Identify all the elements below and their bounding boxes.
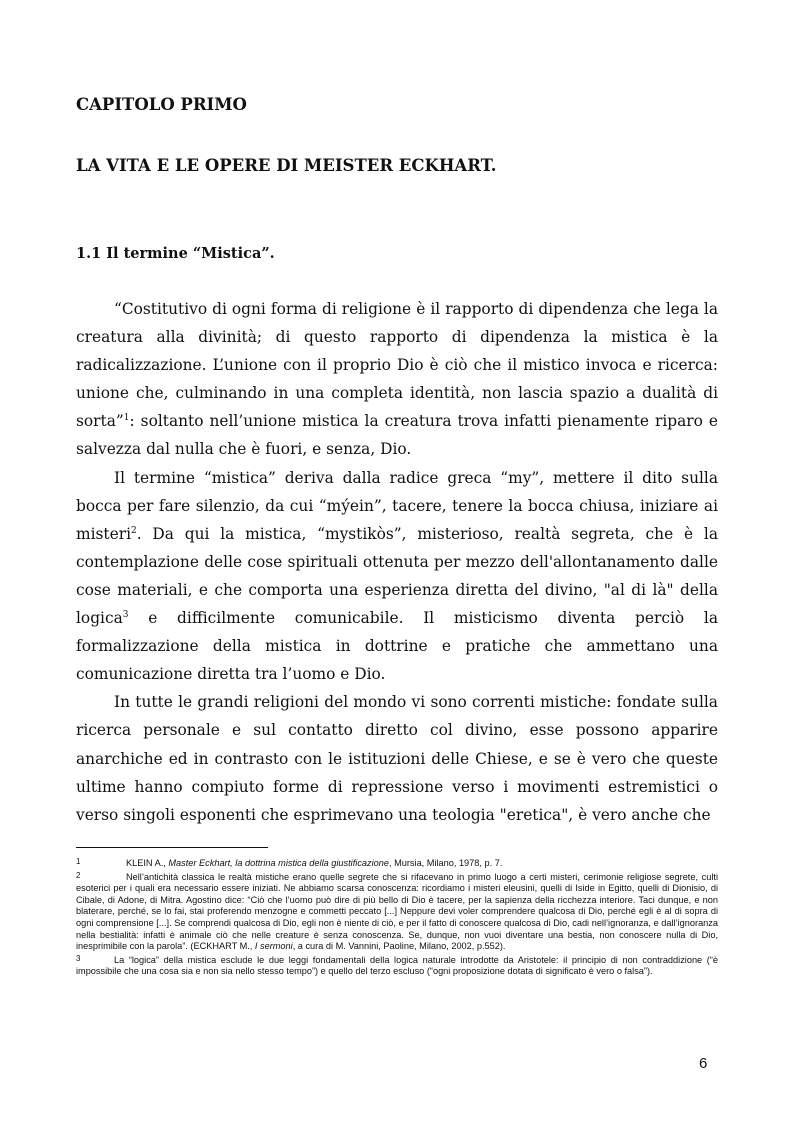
paragraph-text: : soltanto nell’unione mistica la creatura trova infatti pienamente riparo e salvezza dal nulla che è fuori, e senza, Dio. bbox=[76, 412, 718, 459]
paragraph-text: Il termine “mistica” deriva dalla radice greca “my”, mettere il dito sulla bocca per fare silenzio, da cui “mýein”, tacere, tenere la bocca chiusa, iniziare ai misteri bbox=[76, 468, 718, 543]
paragraph-text: “Costitutivo di ogni forma di religione è il rapporto di dipendenza che lega la creatura alla divinità; di questo rapporto di dipendenza la mistica è la radicalizzazione. L’unione con il proprio Dio è ciò che il mistico invoca e ricerca: unione che, culminando in una completa identità, non lascia spazio a dualità di sorta” bbox=[76, 300, 718, 431]
paragraph-1 bbox=[76, 295, 718, 464]
paragraph-text: . Da qui la mistica, “mystikòs”, misterioso, realtà segreta, che è la contemplazione delle cose spirituali ottenuta per mezzo dell'allontanamento dalle cose materiali, e che comporta una esperienza diretta del divino, "al di là" della logica bbox=[76, 524, 718, 628]
paragraph-2 bbox=[76, 464, 718, 689]
footnote-text: , a cura di M. Vannini, Paoline, Milano, 2002, p.552). bbox=[292, 941, 506, 952]
footnote-3 bbox=[76, 953, 718, 978]
footnote-2 bbox=[76, 870, 718, 953]
paragraph-text: In tutte le grandi religioni del mondo vi sono correnti mistiche: fondate sulla ricerca personale e sul contatto diretto col divino, esse possono apparire anarchiche ed in contrasto con le istituzioni delle Chiese, e se è vero che queste ultime hanno compiuto forme di repressione verso i movimenti estremistici o verso singoli esponenti che esprimevano una teologia "eretica", è vero anche che bbox=[76, 693, 718, 824]
page-number: 6 bbox=[699, 1055, 708, 1072]
footnote-text: KLEIN A., bbox=[126, 858, 169, 868]
paragraph-3 bbox=[76, 688, 718, 828]
footnotes bbox=[76, 856, 718, 978]
footnote-number: 1 bbox=[76, 857, 81, 866]
footnote-text: , Mursia, Milano, 1978, p. 7. bbox=[389, 858, 503, 868]
paragraph-text: e difficilmente comunicabile. Il misticismo diventa perciò la formalizzazione della mistica in dottrine e pratiche che ammettano una comunicazione diretta tra l’uomo e Dio. bbox=[76, 609, 718, 684]
chapter-heading: CAPITOLO PRIMO bbox=[76, 95, 247, 114]
body-text bbox=[76, 295, 718, 829]
footnote-ref[interactable]: 2 bbox=[131, 525, 137, 536]
footnote-title: I sermoni bbox=[254, 941, 293, 952]
footnote-text: Nell’antichità classica le realtà mistiche erano quelle segrete che si rifacevano in primo luogo a certi misteri, cerimonie religiose segrete, culti esoterici per i quali era necessario essere iniziati. Ne abbiamo scarsa conoscenza: ricordiamo i misteri eleusini, quelli di Iside in Egitto, quelli di Dionisio, di Cibale, di Adone, di Mitra. Agostino dice: “Ciò che l’uomo può dire di più bello di Dio è tacere, per la sapienza della ricchezza interiore. Taci dunque, e non blaterare, perché, se lo fai, stai proferendo menzogne e commetti peccato [...] Neppure devi voler comprendere qualcosa di Dio, perché egli è al di sopra di ogni comprensione [...]. Se comprendi qualcosa di Dio, egli non è niente di ciò, e per il fatto di conoscere qualcosa di Dio, cadi nell’ignoranza, e dall’ignoranza nella bestialità: infatti è animale ciò che nelle creature è senza conoscenza. Se, dunque, non vuoi diventare una bestia, non conoscere nulla di Dio, inesprimibile con la parola”. (ECKHART M., bbox=[76, 871, 718, 952]
footnote-number: 2 bbox=[76, 870, 81, 880]
footnote-number: 3 bbox=[76, 953, 81, 963]
footnote-title: Master Eckhart, la dottrina mistica della giustificazione bbox=[168, 858, 389, 868]
section-heading: 1.1 Il termine “Mistica”. bbox=[76, 245, 275, 262]
chapter-title: LA VITA E LE OPERE DI MEISTER ECKHART. bbox=[76, 156, 497, 175]
footnote-ref[interactable]: 3 bbox=[122, 610, 129, 621]
footnote-ref[interactable]: 1 bbox=[123, 413, 130, 424]
footnote-text: La “logica” della mistica esclude le due leggi fondamentali della logica naturale introdotte da Aristotele: il principio di non contraddizione (“è impossibile che una cosa sia e non sia nello stesso tempo”) e quello del terzo escluso (“ogni proposizione dotata di significato è vero o falsa”). bbox=[76, 954, 718, 977]
footnote-separator bbox=[76, 847, 268, 848]
footnote-1 bbox=[76, 856, 718, 870]
